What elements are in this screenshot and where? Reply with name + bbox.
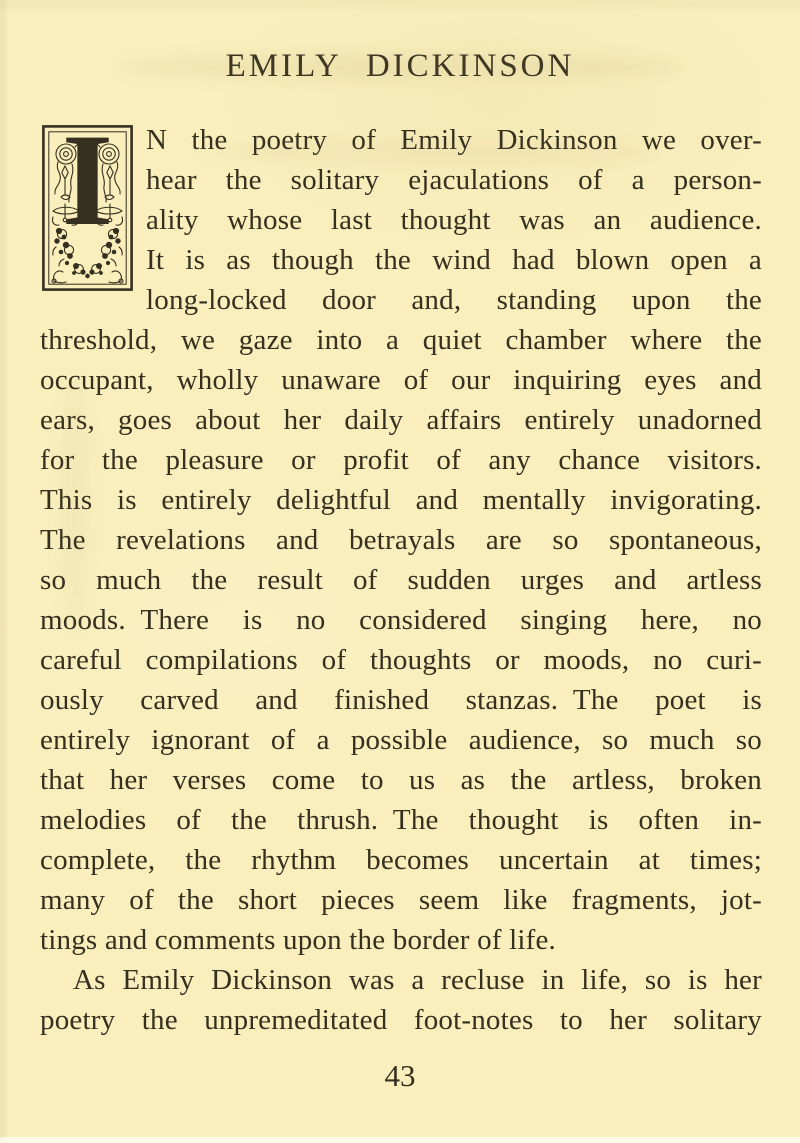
page-title: EMILY DICKINSON	[225, 48, 575, 84]
text-line: poetry the unpremeditated foot-notes to her solitary	[40, 1004, 762, 1036]
text-line: careful compilations of thoughts or moods, no curi-	[40, 644, 762, 676]
text-line: for the pleasure or profit of any chance visitors.	[40, 444, 762, 476]
article-body	[0, 120, 800, 1040]
text-line: ears, goes about her daily affairs entirely unadorned	[40, 404, 762, 436]
drop-cap-ornament-frame	[42, 125, 133, 291]
text-line: N the poetry of Emily Dickinson we over-	[146, 124, 762, 156]
drop-cap	[42, 125, 133, 291]
text-line: entirely ignorant of a possible audience, so much so	[40, 724, 762, 756]
text-line: ously carved and finished stanzas. The poet is	[40, 684, 762, 716]
text-line: that her verses come to us as the artless, broken	[40, 764, 762, 796]
text-line: The revelations and betrayals are so spontaneous,	[40, 524, 762, 556]
drop-cap-letter: I	[61, 125, 114, 253]
text-line: melodies of the thrush. The thought is often in-	[40, 804, 762, 836]
text-line: many of the short pieces seem like fragments, jot-	[40, 884, 762, 916]
text-line: moods. There is no considered singing here, no	[40, 604, 762, 636]
text-line: tings and comments upon the border of life.	[40, 924, 556, 956]
page-number: 43	[384, 1058, 416, 1093]
text-line: occupant, wholly unaware of our inquiring eyes and	[40, 364, 762, 396]
text-line: threshold, we gaze into a quiet chamber where the	[40, 324, 762, 356]
text-line: so much the result of sudden urges and artless	[40, 564, 762, 596]
text-line: ality whose last thought was an audience.	[146, 204, 762, 236]
text-line: As Emily Dickinson was a recluse in life, so is her	[73, 964, 762, 996]
text-line: complete, the rhythm becomes uncertain at times;	[40, 844, 762, 876]
text-line: hear the solitary ejaculations of a person-	[146, 164, 762, 196]
text-line: long-locked door and, standing upon the	[146, 284, 762, 316]
text-line: It is as though the wind had blown open a	[146, 244, 762, 276]
text-line: This is entirely delightful and mentally invigorating.	[40, 484, 762, 516]
